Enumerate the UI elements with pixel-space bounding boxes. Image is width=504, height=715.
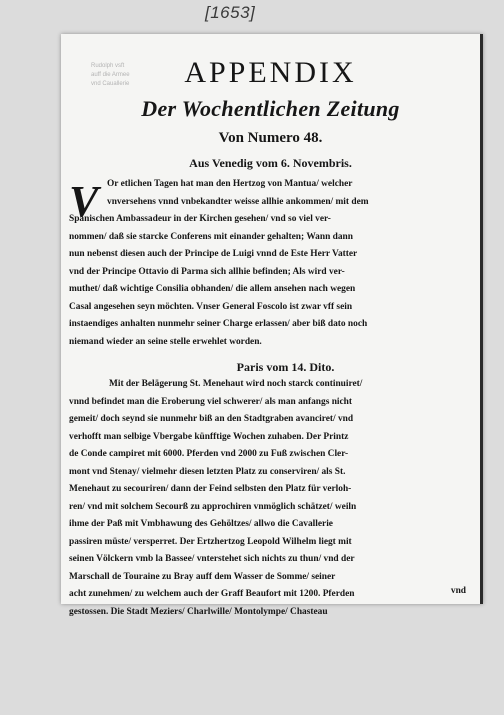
text-line: mont vnd Stenay/ vielmehr diesen letzten Platz zu conserviren/ als St. xyxy=(69,466,346,477)
text-line: vnnd befindet man die Eroberung viel schwerer/ als man anfangs nicht xyxy=(69,396,353,407)
text-line: Menehaut zu secouriren/ dann der Feind selbsten den Platz für verloh- xyxy=(69,484,352,494)
text-line: acht zunehmen/ zu welchem auch der Graff Beaufort mit 1200. Pferden xyxy=(69,589,355,599)
text-line: gestossen. Die Stadt Meziers/ Charlwille/ Montolympe/ Chasteau xyxy=(69,606,328,617)
text-line: verhofft man selbige Vbergabe künfftige Wochen zuhaben. Der Printz xyxy=(69,431,349,442)
text-line: Spanischen Ambassadeur in der Kirchen gesehen/ vnd so viel ver- xyxy=(69,214,331,224)
text-line: Marschall de Touraine zu Bray auff dem Wasser de Somme/ seiner xyxy=(69,571,336,582)
text-line: ren/ vnd mit solchem Secourß zu approchiren vnmöglich schätzet/ weiln xyxy=(69,501,357,512)
page-subtitle: Der Wochentlichen Zeitung xyxy=(141,96,400,121)
text-line: de Conde campiret mit 6000. Pferden vnd 2000 zu Fuß zwischen Cler- xyxy=(69,449,349,459)
text-line: muthet/ daß wichtige Consilia obhanden/ die allem ansehen nach wegen xyxy=(69,284,356,294)
text-line: vnd der Principe Ottavio di Parma sich allhie befinden; Als wird ver- xyxy=(69,266,345,277)
text-line: nommen/ daß sie starcke Conferens mit einander gehalten; Wann dann xyxy=(69,231,353,242)
dateline-paris: Paris vom 14. Dito. xyxy=(236,360,335,374)
text-line: gemeit/ doch seynd sie nunmehr biß an den Stadtgraben avanciret/ vnd xyxy=(69,414,354,424)
article-paris xyxy=(69,376,473,621)
archive-label: [1653] xyxy=(205,3,256,22)
catchword: vnd xyxy=(450,586,466,596)
page-title: APPENDIX xyxy=(184,56,357,89)
bleed-line: vnd Cauallerie xyxy=(91,81,130,87)
dateline-venice: Aus Venedig vom 6. Novembris. xyxy=(189,156,352,170)
text-line: niemand wieder an seine stelle erwehlet worden. xyxy=(69,336,262,347)
text-line: Or etlichen Tagen hat man den Hertzog von Mantua/ welcher xyxy=(107,179,353,189)
text-line: instaendiges anhalten nunmehr seiner Charge erlassen/ aber biß dato noch xyxy=(69,319,368,329)
newspaper-page xyxy=(61,34,483,617)
text-line: ihme der Paß mit Vmbhawung des Gehöltzes/ allwo die Cavallerie xyxy=(69,519,333,529)
article-venice xyxy=(69,176,473,351)
text-line: nun nebenst diesen auch der Principe de Luigi vnnd de Este Herr Vatter xyxy=(69,249,358,259)
issue-number: Von Numero 48. xyxy=(218,130,323,146)
text-line: passiren müste/ versperret. Der Ertzhertzog Leopold Wilhelm liegt mit xyxy=(69,536,352,547)
bleed-line: Rudolph vsft xyxy=(91,63,125,69)
drop-cap: V xyxy=(69,177,99,226)
text-line: Mit der Belägerung St. Menehaut wird noch starck continuiret/ xyxy=(109,379,363,389)
text-line: seinen Völckern vmb la Bassee/ vnterstehet sich nichts zu thun/ vnd der xyxy=(69,554,355,564)
bleed-line: auff die Armee xyxy=(91,72,130,78)
text-line: Casal angesehen seyn möchten. Vnser General Foscolo ist zwar vff sein xyxy=(69,301,353,312)
text-line: vnversehens vnnd vnbekandter weisse allhie ankommen/ mit dem xyxy=(107,196,369,207)
